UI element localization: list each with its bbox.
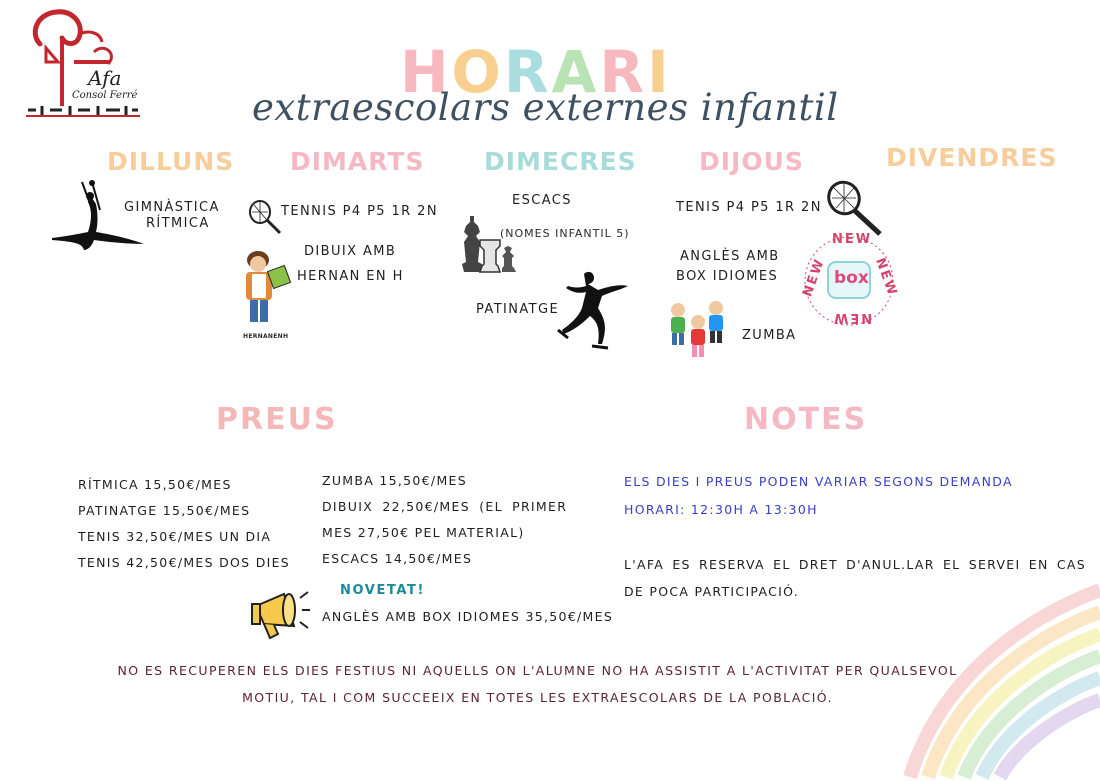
new-badge-text-top: NEW [832,232,873,247]
kids-dancing-icon [666,300,732,364]
prices-column-2 [322,468,567,572]
price-item: PATINATGE 15,50€/MES [78,503,251,518]
new-badge [800,232,898,330]
gymnast-icon [48,180,148,262]
dimarts-dibuix-line2: HERNAN EN H [297,269,404,284]
day-dijous: DIJOUS [699,147,804,176]
megaphone-icon [250,584,312,646]
dimarts-tennis: TENNIS P4 P5 1R 2N [281,204,438,219]
skater-icon [558,268,630,356]
afa-logo [22,6,144,124]
new-badge-text-right: NEW [872,256,900,299]
price-item: TENIS 32,50€/MES UN DIA [78,529,272,544]
new-badge-text-left: NEW [800,256,828,299]
logo-brand: Afa [88,66,122,90]
day-dimarts: DIMARTS [290,147,425,176]
page-subtitle: extraescolars externes infantil [252,86,839,129]
dilluns-activity-line1: GIMNÀSTICA [124,200,220,215]
title-letter: H [400,38,452,106]
title-letter: R [503,38,552,106]
price-item: ESCACS 14,50€/MES [322,551,473,566]
footer-line-1: NO ES RECUPEREN ELS DIES FESTIUS NI AQUELLS ON L'ALUMNE NO HA ASSISTIT A L'ACTIVITAT PER QUALSEVOL [117,663,958,678]
day-dimecres: DIMECRES [484,147,637,176]
price-item: RÍTMICA 15,50€/MES [78,477,232,492]
price-item: TENIS 42,50€/MES DOS DIES [78,555,291,570]
title-letter: A [551,38,600,106]
section-notes: NOTES [744,402,868,437]
dimecres-escacs-note: (NOMES INFANTIL 5) [500,227,630,240]
dijous-angles-line1: ANGLÈS AMB [680,249,780,264]
day-dilluns: DILLUNS [107,147,235,176]
price-angles: ANGLÈS AMB BOX IDIOMES 35,50€/MES [322,609,614,624]
note-line-3: L'AFA ES RESERVA EL DRET D'ANUL.LAR EL SERVEI EN CAS [624,557,1086,572]
flamingo-logo-icon [22,6,144,124]
chess-pieces-icon [458,212,520,280]
title-letter: R [599,38,648,106]
price-item: MES 27,50€ PEL MATERIAL) [322,525,525,540]
title-letter: I [647,38,672,106]
prices-column-1 [78,472,290,576]
new-badge-text-bottom: NEW [832,310,873,325]
dimecres-escacs: ESCACS [512,193,572,208]
note-line-2: HORARI: 12:30H A 13:30H [624,502,818,517]
dilluns-activity-line2: RÍTMICA [146,216,210,231]
logo-school: Consol Ferré [72,90,138,101]
day-divendres: DIVENDRES [886,143,1058,172]
dimecres-patinatge: PATINATGE [476,302,560,317]
price-item: ZUMBA 15,50€/MES [322,473,467,488]
price-item: DIBUIX 22,50€/MES (EL PRIMER [322,499,568,514]
note-line-4: DE POCA PARTICIPACIÓ. [624,584,800,599]
note-line-1: ELS DIES I PREUS PODEN VARIAR SEGONS DEMANDA [624,474,1013,489]
hernan-caption: HERNANENH [243,333,289,340]
footer-line-2: MOTIU, TAL I COM SUCCEEIX EN TOTES LES EXTRAESCOLARS DE LA POBLACIÓ. [242,690,833,705]
dijous-zumba: ZUMBA [742,328,797,343]
dimarts-dibuix-line1: DIBUIX AMB [304,244,397,259]
box-idiomes-logo: box [834,268,869,288]
rainbow-decoration [900,560,1100,781]
tennis-racket-icon [248,200,284,240]
novetat-label: NOVETAT! [340,583,426,598]
hernan-illustration-icon [236,246,296,332]
dijous-tenis: TENIS P4 P5 1R 2N [676,200,822,215]
title-letter: O [451,38,504,106]
dijous-angles-line2: BOX IDIOMES [676,269,779,284]
section-preus: PREUS [216,402,338,437]
